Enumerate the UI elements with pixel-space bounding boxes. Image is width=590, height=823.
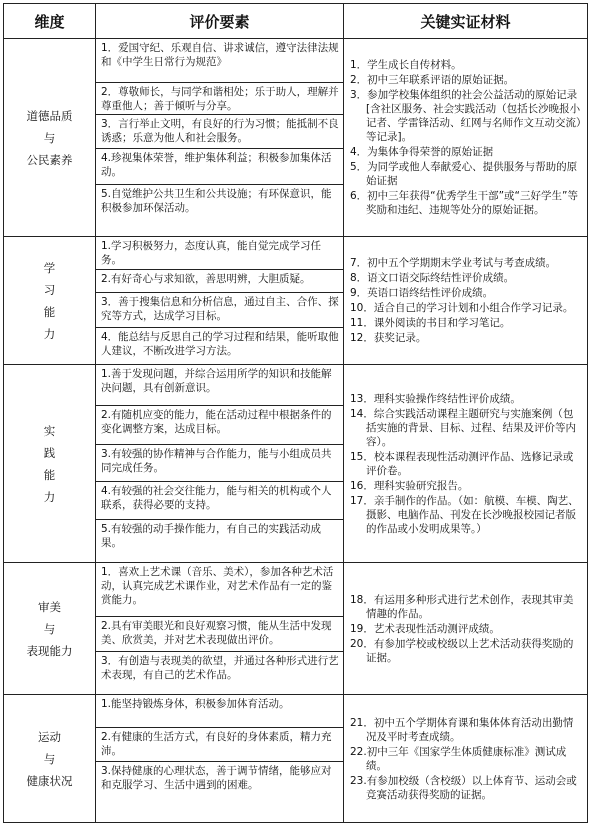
evidence-item: 10．适合自己的学习计划和小组合作学习记录。 bbox=[350, 302, 574, 314]
requirement-item: 4.有较强的社会交往能力，能与相关的机构或个人联系，获得必要的支持。 bbox=[96, 482, 343, 520]
table-row bbox=[4, 695, 588, 823]
requirement-item: 1.能坚持锻炼身体，积极参加体育活动。 bbox=[96, 695, 343, 728]
evidence-item: 14．综合实践活动课程主题研究与实施案例（包括实施的背景、目标、过程、结果及评价等内容）。 bbox=[350, 407, 576, 448]
requirement-item: 1.学习积极努力，态度认真，能自觉完成学习任务。 bbox=[96, 237, 343, 270]
header-dimension: 维度 bbox=[4, 4, 96, 39]
dimension-label-line: 能 bbox=[43, 467, 56, 482]
requirement-item: 3．善于搜集信息和分析信息，通过自主、合作、探究等方式，达成学习目标。 bbox=[96, 293, 343, 328]
requirement-item: 2.具有审美眼光和良好观察习惯，能从生活中发现美、欣赏美，并对艺术表现做出评价。 bbox=[96, 617, 343, 652]
dimension-label-line: 表现能力 bbox=[26, 643, 73, 658]
dimension-label-line: 公民素养 bbox=[26, 152, 73, 167]
dimension-label-line: 运动 bbox=[38, 729, 61, 744]
table-body bbox=[4, 39, 588, 823]
evidence-item: 13．理科实验操作终结性评价成绩。 bbox=[350, 392, 521, 405]
dimension-cell bbox=[4, 365, 96, 563]
dimension-label-line: 践 bbox=[43, 445, 56, 460]
requirement-item: 5.自觉维护公共卫生和公共设施；有环保意识，能积极参加环保活动。 bbox=[101, 188, 332, 214]
dimension-label-line: 道德品质 bbox=[26, 108, 73, 123]
evidence-item: 12．获奖记录。 bbox=[350, 332, 427, 344]
evidence-item: 22.初中三年《国家学生体质健康标准》测试成绩。 bbox=[350, 745, 567, 772]
header-evidence: 关键实证材料 bbox=[344, 4, 588, 39]
requirement-item: 3．有创造与表现美的欲望，并通过各种形式进行艺术表现，有自己的艺术作品。 bbox=[101, 655, 339, 681]
dimension-label-line: 习 bbox=[43, 282, 56, 297]
requirement-item: 3.保持健康的心理状态，善于调节情绪，能够应对和克服学习、生活中遇到的困难。 bbox=[101, 765, 332, 791]
evidence-item: 19．艺术表现性活动测评成绩。 bbox=[350, 622, 500, 635]
evidence-cell bbox=[344, 695, 588, 823]
evidence-item: 2．初中三年联系评语的原始证据。 bbox=[350, 74, 515, 86]
dimension-label-line: 审美 bbox=[38, 599, 61, 614]
requirement-item: 1．爱国守纪、乐观自信、讲求诚信，遵守法律法规和《中学生日常行为规范》 bbox=[96, 39, 343, 83]
table-row bbox=[4, 39, 588, 237]
dimension-cell bbox=[4, 563, 96, 695]
evidence-item: 15．校本课程表现性活动测评作品、选修记录或评价卷。 bbox=[350, 450, 574, 477]
requirement-item: 2.有健康的生活方式，有良好的身体素质，精力充沛。 bbox=[96, 728, 343, 762]
evidence-item: 5．为同学或他人奉献爱心、提供服务与帮助的原始证据 bbox=[350, 161, 578, 187]
dimension-label-line: 与 bbox=[43, 751, 56, 766]
evidence-item: 17．亲手制作的作品。（如：航模、车模、陶艺、摄影、电脑作品、刊发在长沙晚报校园记者版的作品或小发明成果等。） bbox=[350, 494, 579, 535]
evaluation-table bbox=[3, 3, 588, 823]
evidence-item: 4．为集体争得荣誉的原始证据 bbox=[350, 146, 494, 158]
table-row bbox=[4, 563, 588, 695]
table-row bbox=[4, 365, 588, 563]
table-row bbox=[4, 237, 588, 365]
requirement-item: 1．喜欢上艺术课（音乐、美术），参加各种艺术活动，认真完成艺术课作业，对艺术作品有一定的鉴赏能力。 bbox=[96, 563, 343, 617]
dimension-label-line: 能 bbox=[43, 304, 56, 319]
evidence-cell bbox=[344, 237, 588, 365]
requirement-item: 4．能总结与反思自己的学习过程和结果，能听取他人建议，不断改进学习方法。 bbox=[101, 331, 339, 357]
requirements-cell bbox=[96, 237, 344, 365]
requirement-item: 2.有随机应变的能力，能在活动过程中根据条件的变化调整方案，达成目标。 bbox=[96, 406, 343, 445]
dimension-cell bbox=[4, 39, 96, 237]
dimension-label-line: 学 bbox=[43, 260, 56, 275]
requirements-cell bbox=[96, 39, 344, 237]
evidence-item: 23.有参加校级（含校级）以上体育节、运动会或竞赛活动获得奖励的证据。 bbox=[350, 774, 577, 801]
evidence-cell bbox=[344, 39, 588, 237]
dimension-label-line: 实 bbox=[43, 423, 56, 438]
evidence-item: 3．参加学校集体组织的社会公益活动的原始记录[含社区服务、社会实践活动（包括长沙晚报小记者、学雷锋活动、红网与名师作文互动交流）等记录]。 bbox=[350, 89, 582, 143]
evidence-item: 9．英语口语终结性评价成绩。 bbox=[350, 287, 494, 299]
evidence-item: 21．初中五个学期体育课和集体体育活动出勤情况及平时考查成绩。 bbox=[350, 716, 574, 743]
requirement-item: 5.有较强的动手操作能力，有自己的实践活动成果。 bbox=[101, 523, 322, 549]
dimension-cell bbox=[4, 695, 96, 823]
dimension-label-line: 与 bbox=[43, 621, 56, 636]
requirement-item: 3．言行举止文明，有良好的行为习惯；能抵制不良诱惑；乐意为他人和社会服务。 bbox=[96, 115, 343, 149]
evidence-item: 7．初中五个学期期末学业考试与考查成绩。 bbox=[350, 257, 557, 269]
requirement-item: 3.有较强的协作精神与合作能力，能与小组成员共同完成任务。 bbox=[96, 445, 343, 482]
header-requirements: 评价要素 bbox=[96, 4, 344, 39]
requirements-cell bbox=[96, 563, 344, 695]
evidence-item: 11．课外阅读的书目和学习笔记。 bbox=[350, 317, 511, 329]
dimension-label-line: 健康状况 bbox=[26, 773, 73, 788]
evidence-item: 16．理科实验研究报告。 bbox=[350, 479, 469, 492]
requirement-item: 1.善于发现问题，并综合运用所学的知识和技能解决问题，具有创新意识。 bbox=[96, 365, 343, 406]
requirement-item: 2．尊敬师长，与同学和谐相处；乐于助人，理解并尊重他人；善于倾听与分享。 bbox=[96, 83, 343, 115]
header-row bbox=[4, 4, 588, 39]
evidence-cell bbox=[344, 365, 588, 563]
evaluation-table-container bbox=[3, 3, 587, 816]
requirements-cell bbox=[96, 365, 344, 563]
evidence-item: 1．学生成长自传材料。 bbox=[350, 59, 462, 71]
evidence-item: 18．有运用多种形式进行艺术创作，表现其审美情趣的作品。 bbox=[350, 593, 574, 620]
evidence-item: 8．语文口语交际终结性评价成绩。 bbox=[350, 272, 515, 284]
evidence-item: 20．有参加学校或校级以上艺术活动获得奖励的证据。 bbox=[350, 637, 574, 664]
requirements-cell bbox=[96, 695, 344, 823]
dimension-label-line: 力 bbox=[43, 326, 56, 341]
dimension-cell bbox=[4, 237, 96, 365]
requirement-item: 2.有好奇心与求知欲，善思明辨，大胆质疑。 bbox=[96, 270, 343, 293]
dimension-label-line: 力 bbox=[43, 489, 56, 504]
evidence-cell bbox=[344, 563, 588, 695]
dimension-label-line: 与 bbox=[43, 130, 56, 145]
requirement-item: 4.珍视集体荣誉，维护集体利益；积极参加集体活动。 bbox=[96, 149, 343, 185]
evidence-item: 6．初中三年获得“优秀学生干部”或“三好学生”等奖励和违纪、违规等处分的原始证据。 bbox=[350, 190, 578, 216]
